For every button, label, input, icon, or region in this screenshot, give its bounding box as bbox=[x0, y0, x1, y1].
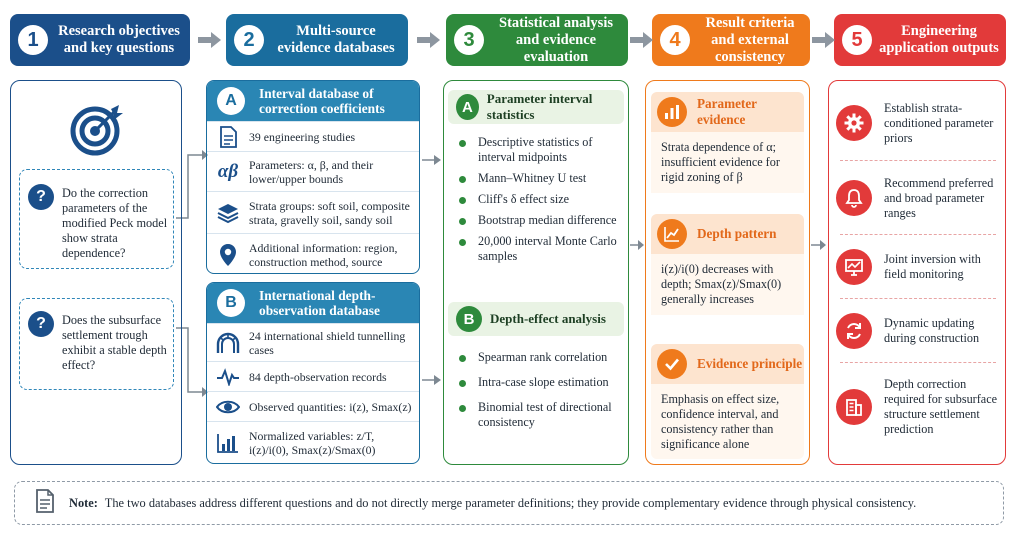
criteria-box-parameter-evidence bbox=[651, 92, 804, 204]
database-row-text: 24 international shield tunnelling cases bbox=[249, 328, 406, 357]
database-row bbox=[207, 233, 419, 274]
database-row-text: Additional information: region, construction method, source bbox=[249, 240, 398, 269]
analysis-title: Parameter interval statistics bbox=[486, 91, 593, 122]
note-label: Note: bbox=[69, 495, 98, 510]
stage-title: Result criteria and external consistency bbox=[705, 14, 795, 65]
output-text: Recommend preferred and broad parameter ranges bbox=[884, 175, 994, 220]
output-item bbox=[836, 172, 1000, 224]
check-icon bbox=[657, 349, 687, 379]
database-row bbox=[207, 191, 419, 233]
stage-title: Multi-source evidence databases bbox=[277, 23, 395, 56]
criteria-header bbox=[651, 344, 804, 384]
list-item: 20,000 interval Monte Carlo samples bbox=[458, 234, 624, 264]
bell-icon bbox=[836, 180, 872, 216]
analysis-a-header bbox=[448, 90, 624, 124]
layers-icon bbox=[213, 202, 243, 224]
database-row-text: 39 engineering studies bbox=[249, 129, 356, 144]
output-text: Joint inversion with field monitoring bbox=[884, 252, 981, 281]
output-text: Establish strata-conditioned parameter priors bbox=[884, 100, 994, 145]
bar-chart-icon bbox=[213, 433, 243, 453]
criteria-box-depth-pattern bbox=[651, 214, 804, 334]
divider bbox=[840, 234, 996, 235]
database-row bbox=[207, 323, 419, 361]
trend-chart-icon bbox=[657, 219, 687, 249]
analysis-b-list bbox=[458, 350, 624, 430]
question-mark-icon: ? bbox=[28, 311, 54, 337]
criteria-text: Emphasis on effect size, confidence interval, and consistency rather than significance alone bbox=[651, 384, 804, 459]
list-item: Binomial test of directional consistency bbox=[458, 400, 624, 430]
output-item bbox=[836, 245, 1000, 289]
question-box-1 bbox=[19, 169, 174, 269]
criteria-title: Evidence principle bbox=[697, 356, 803, 371]
stage-title: Statistical analysis and evidence evaluation bbox=[499, 14, 613, 65]
database-a-panel bbox=[206, 80, 420, 274]
list-item: Mann–Whitney U test bbox=[458, 171, 624, 186]
stage-number: 1 bbox=[18, 25, 48, 55]
criteria-text: Strata dependence of α; insufficient evidence for rigid zoning of β bbox=[651, 132, 804, 193]
database-letter: B bbox=[217, 289, 245, 317]
database-letter: A bbox=[217, 87, 245, 115]
database-row bbox=[207, 361, 419, 391]
monitor-icon bbox=[836, 249, 872, 285]
database-row bbox=[207, 151, 419, 191]
research-questions-panel bbox=[10, 80, 182, 465]
stage-number: 5 bbox=[842, 25, 872, 55]
list-item: Bootstrap median difference bbox=[458, 213, 624, 228]
output-text: Dynamic updating during construction bbox=[884, 316, 980, 345]
database-a-header bbox=[207, 81, 419, 121]
criteria-box-evidence-principle bbox=[651, 344, 804, 459]
database-row-text: Strata groups: soft soil, composite strata, gravelly soil, sandy soil bbox=[249, 198, 410, 227]
analysis-letter: B bbox=[456, 306, 482, 332]
list-item: Cliff's δ effect size bbox=[458, 192, 624, 207]
output-text: Depth correction required for subsurface structure settlement prediction bbox=[884, 377, 998, 436]
document-icon bbox=[35, 489, 55, 518]
question-text: Do the correction parameters of the modified Peck model show strata dependence? bbox=[62, 186, 168, 260]
note-text bbox=[69, 496, 916, 511]
database-row bbox=[207, 421, 419, 463]
criteria-header bbox=[651, 214, 804, 254]
target-icon bbox=[69, 101, 125, 157]
analysis-letter: A bbox=[456, 94, 479, 120]
criteria-title: Parameter evidence bbox=[697, 96, 757, 127]
output-item bbox=[836, 372, 1000, 442]
database-title: Interval database of correction coefficients bbox=[259, 86, 385, 116]
list-item: Intra-case slope estimation bbox=[458, 375, 624, 390]
output-item bbox=[836, 309, 1000, 353]
divider bbox=[840, 160, 996, 161]
location-pin-icon bbox=[213, 243, 243, 267]
analysis-b-header bbox=[448, 302, 624, 336]
eye-icon bbox=[213, 399, 243, 415]
divider bbox=[840, 298, 996, 299]
list-item: Descriptive statistics of interval midpoints bbox=[458, 135, 624, 165]
pulse-icon bbox=[213, 368, 243, 386]
note-body: The two databases address different questions and do not directly merge parameter definitions; they provide complementary evidence through physical consistency. bbox=[104, 495, 917, 510]
database-b-header bbox=[207, 283, 419, 323]
gear-icon bbox=[836, 105, 872, 141]
criteria-title: Depth pattern bbox=[697, 226, 777, 241]
stage-number: 2 bbox=[234, 25, 264, 55]
analysis-a-list bbox=[458, 135, 624, 264]
stage-title: Research objectives and key questions bbox=[58, 23, 180, 56]
database-title: International depth-observation database bbox=[259, 288, 380, 318]
criteria-header bbox=[651, 92, 804, 132]
analysis-title: Depth-effect analysis bbox=[490, 311, 606, 326]
database-b-panel bbox=[206, 282, 420, 464]
bar-chart-icon bbox=[657, 97, 687, 127]
question-text: Does the subsurface settlement trough exhibit a stable depth effect? bbox=[62, 313, 167, 372]
divider bbox=[840, 362, 996, 363]
database-row bbox=[207, 121, 419, 151]
tunnel-icon bbox=[213, 332, 243, 354]
document-icon bbox=[213, 126, 243, 148]
database-row-text: Parameters: α, β, and their lower/upper bounds bbox=[249, 157, 374, 186]
refresh-icon bbox=[836, 313, 872, 349]
database-row bbox=[207, 391, 419, 421]
database-row-text: 84 depth-observation records bbox=[249, 369, 387, 384]
note-bar bbox=[14, 481, 1004, 525]
output-item bbox=[836, 98, 1000, 148]
criteria-text: i(z)/i(0) decreases with depth; Smax(z)/Smax(0) generally increases bbox=[651, 254, 804, 315]
database-row-text: Observed quantities: i(z), Smax(z) bbox=[249, 399, 412, 414]
question-box-2 bbox=[19, 298, 174, 390]
question-mark-icon: ? bbox=[28, 184, 54, 210]
stage-number: 3 bbox=[454, 25, 484, 55]
stage-number: 4 bbox=[660, 25, 690, 55]
database-row-text: Normalized variables: z/T, i(z)/i(0), Smax(z)/Smax(0) bbox=[249, 428, 376, 457]
list-item: Spearman rank correlation bbox=[458, 350, 624, 365]
alpha-beta-icon: αβ bbox=[217, 160, 239, 182]
stage-title: Engineering application outputs bbox=[879, 23, 999, 56]
building-icon bbox=[836, 389, 872, 425]
